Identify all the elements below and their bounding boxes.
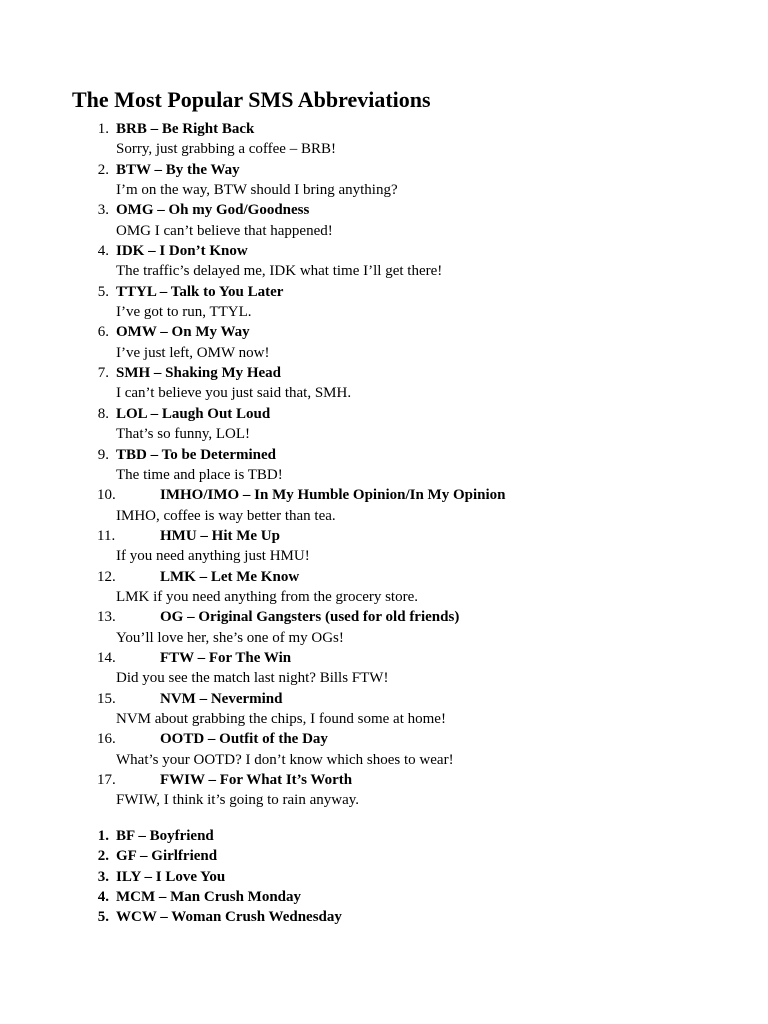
list-item — [0, 322, 768, 363]
item-term: OMG – Oh my God/Goodness — [116, 202, 310, 219]
list-item — [0, 160, 768, 201]
item-example: I’ve got to run, TTYL. — [116, 304, 252, 321]
item-example: FWIW, I think it’s going to rain anyway. — [116, 792, 360, 809]
item-term: ILY – I Love You — [116, 868, 226, 885]
abbreviation-list — [0, 119, 768, 811]
list-item — [0, 689, 768, 730]
item-term: LOL – Laugh Out Loud — [116, 405, 271, 422]
item-term: GF – Girlfriend — [116, 848, 218, 865]
item-term: IDK – I Don’t Know — [116, 243, 248, 260]
item-number: 16. — [97, 731, 116, 748]
item-example: I can’t believe you just said that, SMH. — [116, 385, 352, 402]
item-number: 6. — [97, 324, 109, 341]
list-item — [0, 867, 768, 887]
item-number: 11. — [97, 527, 116, 544]
item-term: NVM – Nevermind — [160, 690, 283, 707]
item-term: TBD – To be Determined — [116, 446, 277, 463]
list-item — [0, 607, 768, 648]
list-item — [0, 119, 768, 160]
list-item — [0, 363, 768, 404]
item-term: BF – Boyfriend — [116, 828, 214, 844]
item-number: 2. — [97, 161, 109, 178]
list-item — [0, 567, 768, 608]
item-number: 4. — [97, 889, 109, 906]
list-item — [0, 826, 768, 846]
item-term: OOTD – Outfit of the Day — [160, 731, 328, 748]
item-example: I’m on the way, BTW should I bring anything? — [116, 182, 398, 199]
item-term: MCM – Man Crush Monday — [116, 889, 302, 906]
item-number: 1. — [97, 828, 109, 844]
item-number: 1. — [97, 121, 109, 137]
item-term: BTW – By the Way — [116, 161, 240, 178]
list-item — [0, 648, 768, 689]
list-item — [0, 846, 768, 866]
item-number: 15. — [97, 690, 116, 707]
list-item — [0, 282, 768, 323]
item-example: OMG I can’t believe that happened! — [116, 222, 333, 239]
item-example: The time and place is TBD! — [116, 466, 283, 483]
item-term: FTW – For The Win — [160, 649, 292, 666]
item-example: IMHO, coffee is way better than tea. — [116, 507, 336, 524]
item-term: TTYL – Talk to You Later — [116, 283, 284, 300]
item-example: Did you see the match last night? Bills FTW! — [116, 670, 389, 687]
item-number: 5. — [97, 283, 109, 300]
item-example: If you need anything just HMU! — [116, 548, 310, 565]
list-item — [0, 485, 768, 526]
item-example: NVM about grabbing the chips, I found some at home! — [116, 710, 446, 727]
item-number: 4. — [97, 243, 109, 260]
item-number: 10. — [97, 487, 116, 504]
item-number: 13. — [97, 609, 116, 626]
item-term: IMHO/IMO – In My Humble Opinion/In My Opinion — [160, 487, 506, 504]
item-example: Sorry, just grabbing a coffee – BRB! — [116, 141, 336, 158]
item-example: LMK if you need anything from the grocery store. — [116, 588, 418, 605]
list-item — [0, 526, 768, 567]
item-example: The traffic’s delayed me, IDK what time I’ll get there! — [116, 263, 443, 280]
item-number: 3. — [97, 202, 109, 219]
list-item — [0, 241, 768, 282]
item-example: What’s your OOTD? I don’t know which shoes to wear! — [116, 751, 454, 768]
item-example: You’ll love her, she’s one of my OGs! — [116, 629, 344, 646]
item-number: 7. — [97, 365, 109, 382]
item-number: 3. — [97, 868, 109, 885]
relationship-abbreviation-list — [0, 826, 768, 928]
list-item — [0, 887, 768, 907]
item-term: OMW – On My Way — [116, 324, 250, 341]
item-term: SMH – Shaking My Head — [116, 365, 282, 382]
list-item — [0, 907, 768, 927]
list-item — [0, 404, 768, 445]
item-number: 9. — [97, 446, 109, 463]
item-term: BRB – Be Right Back — [116, 121, 255, 137]
list-item — [0, 200, 768, 241]
item-number: 5. — [97, 909, 109, 926]
item-number: 2. — [97, 848, 109, 865]
page-title: The Most Popular SMS Abbreviations — [72, 87, 431, 112]
list-item — [0, 770, 768, 811]
item-example: That’s so funny, LOL! — [116, 426, 251, 443]
item-number: 8. — [97, 405, 109, 422]
item-term: HMU – Hit Me Up — [160, 527, 280, 544]
item-example: I’ve just left, OMW now! — [116, 344, 270, 361]
list-item — [0, 729, 768, 770]
item-term: FWIW – For What It’s Worth — [160, 772, 353, 788]
list-item — [0, 445, 768, 486]
item-number: 12. — [97, 568, 116, 585]
item-number: 14. — [97, 649, 116, 666]
item-term: WCW – Woman Crush Wednesday — [116, 909, 342, 926]
item-term: LMK – Let Me Know — [160, 568, 300, 585]
item-term: OG – Original Gangsters (used for old friends) — [160, 609, 460, 626]
item-number: 17. — [97, 772, 116, 788]
